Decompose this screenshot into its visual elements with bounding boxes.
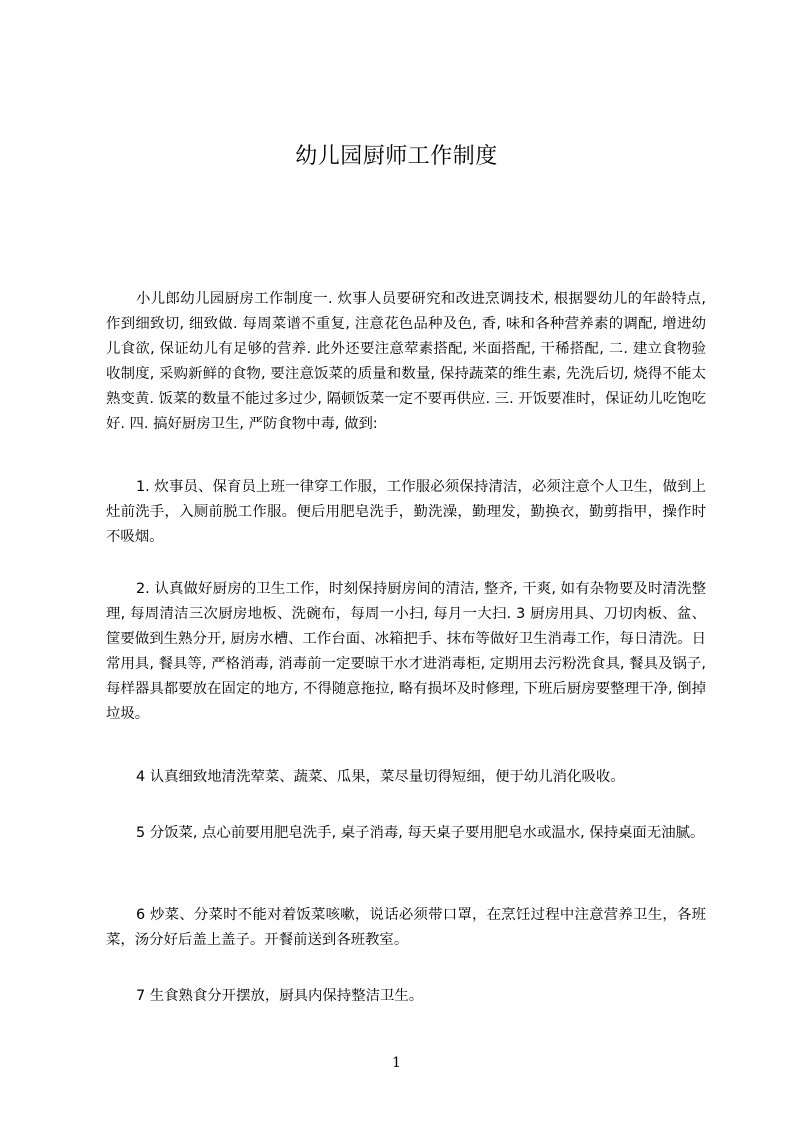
paragraph-intro: 小儿郎幼儿园厨房工作制度一. 炊事人员要研究和改进烹调技术, 根据婴幼儿的年龄特点, 作到细致切, 细致做. 每周菜谱不重复, 注意花色品种及色, 香, 味和各种营养素的调配, 增进幼儿食欲, 保证幼儿有足够的营养. 此外还要注意荤素搭配, 米面搭配, 干稀搭配, 二. 建立食物验收制度, 采购新鲜的食物, 要注意饭菜的质量和数量, 保持蔬菜的维生素, 先洗后切, 烧得不能太熟变黄. 饭菜的数量不能过多过少, 隔顿饭菜一定不要再供应. 三. 开饭要准时，保证幼儿吃饱吃好. 四. 搞好厨房卫生, 严防食物中毒, 做到:: [106, 291, 706, 432]
paragraph-item-5: 5 分饭菜, 点心前要用肥皂洗手, 桌子消毒, 每天桌子要用肥皂水或温水, 保持桌面无油腻。: [136, 825, 705, 841]
page-number: 1: [392, 1055, 401, 1071]
paragraph-item-2: 2. 认真做好厨房的卫生工作，时刻保持厨房间的清洁, 整齐, 干爽, 如有杂物要及时清洗整理, 每周清洁三次厨房地板、洗碗布，每周一小扫, 每月一大扫. 3 厨房用具、刀切肉板、盆、筐要做到生熟分开, 厨房水槽、工作台面、冰箱把手、抹布等做好卫生消毒工作，每日清洗。日常用具, 餐具等, 严格消毒, 消毒前一定要晾干水才进消毒柜, 定期用去污粉洗食具, 餐具及锅子, 每样器具都要放在固定的地方, 不得随意拖拉, 略有损坏及时修理, 下班后厨房要整理干净, 倒掉垃圾。: [106, 581, 706, 722]
paragraph-item-7: 7 生食熟食分开摆放，厨具内保持整洁卫生。: [136, 988, 424, 1004]
paragraph-item-4: 4 认真细致地清洗荤菜、蔬菜、瓜果，菜尽量切得短细，便于幼儿消化吸收。: [136, 769, 625, 785]
paragraph-item-6: 6 炒菜、分菜时不能对着饭菜咳嗽，说话必须带口罩，在烹饪过程中注意营养卫生，各班菜，汤分好后盖上盖子。开餐前送到各班教室。: [106, 907, 706, 948]
page-title: 幼儿园厨师工作制度: [295, 144, 498, 169]
paragraph-item-1: 1. 炊事员、保育员上班一律穿工作服，工作服必须保持清洁，必须注意个人卫生，做到上灶前洗手，入厕前脱工作服。便后用肥皂洗手，勤洗澡，勤理发，勤换衣，勤剪指甲，操作时不吸烟。: [106, 479, 706, 545]
